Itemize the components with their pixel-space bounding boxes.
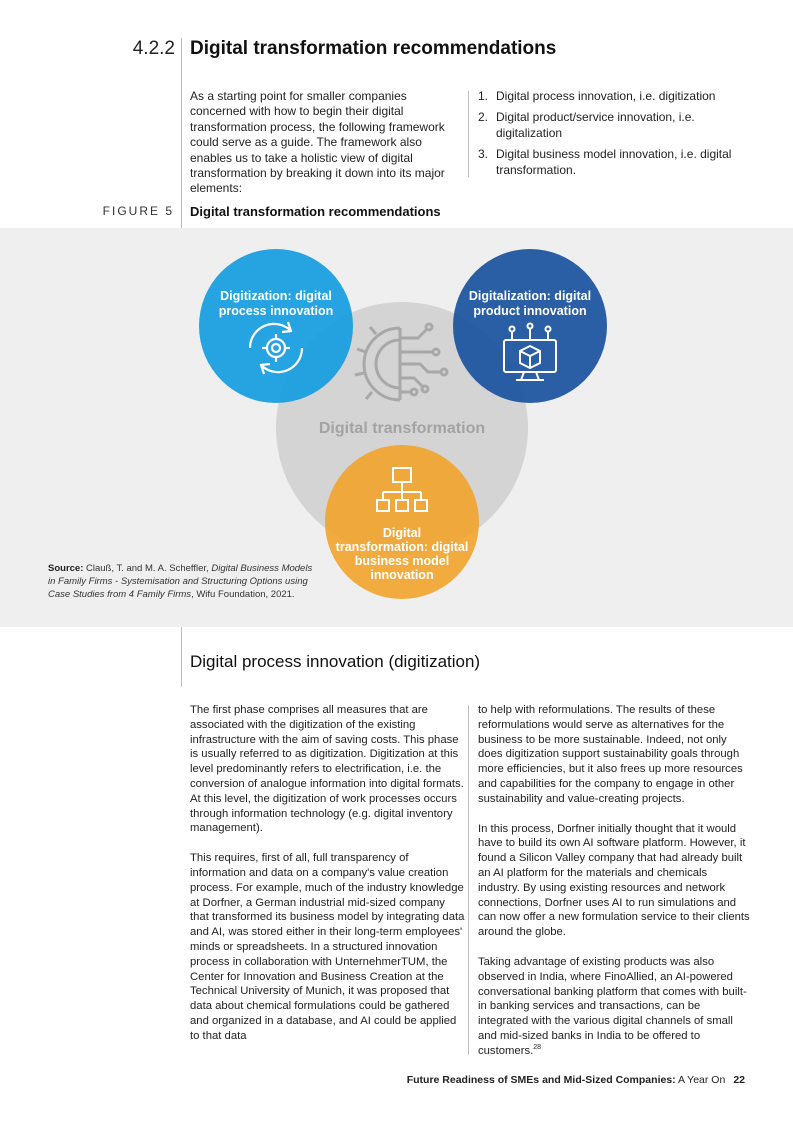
- section-divider: [181, 38, 182, 230]
- list-item: 2. Digital product/service innovation, i.e. digitalization: [478, 110, 695, 140]
- paragraph: This requires, first of all, full transparency of information and data on a company's value creation process. For example, much of the industry knowledge at Dorfner, a German industrial mid-sized company that transformed its business model by integrating data and AI, was stored either in their long-term employees' minds or spreadsheets. In a structured innovation process in collaboration with UnternehmerTUM, the Center for Innovation and Business Creation at the Technical University of Munich, it was proposed that data about chemical formulations could be gathered and organized in a database, and AI could be applied to that data: [190, 852, 465, 1042]
- subsection-title: Digital process innovation (digitization): [190, 652, 481, 671]
- center-label: Digital transformation: [318, 420, 486, 437]
- footnote-ref[interactable]: 28: [533, 1043, 542, 1051]
- figure-title: Digital transformation recommendations: [190, 204, 441, 219]
- page-footer: Future Readiness of SMEs and Mid-Sized Companies: A Year On 22: [406, 1074, 745, 1086]
- paragraph: to help with reformulations. The results of these reformulations would serve as alternatives for the business to be more sustainable. Indeed, not only does digitization support sustainability goals through more efficiencies, but it also frees up more resources and capabilities for the company to engage in other sustainability and value-creating projects.: [478, 704, 743, 805]
- list-item: 3. Digital business model innovation, i.e. digital transformation.: [478, 147, 732, 177]
- paragraph: In this process, Dorfner initially thought that it would have to build its own AI software platform. However, it found a Silicon Valley company that had already built an AI platform for the materials and chemicals industry. By using existing resources and network connections, Dorfner uses AI to run simulations and can now offer a new formulation service to their clients around the globe.: [478, 822, 750, 939]
- subsection-divider: [181, 627, 182, 687]
- paragraph: Taking advantage of existing products was also observed in India, where FinoAllied, an AI-powered conversational banking platform that comes with built-in banking services and transactions, can be integrated with the various digital channels of small and mid-sized banks in India to be offered to customers.$^{28}$: [478, 955, 747, 1057]
- intro-column-divider: [468, 91, 469, 177]
- business-label: Digital: [382, 526, 422, 540]
- paragraph: The first phase comprises all measures that are associated with the digitization of the existing infrastructure with the aim of saving costs. This phase is usually referred to as digitization. Digitization at this level predominantly refers to electrification, i.e. the conversion of analogue information into digital formats. At this level, the digitization of work processes occurs through information technology (e.g. digital inventory management).: [190, 704, 464, 835]
- business-label: transformation: digital: [335, 540, 469, 554]
- figure-label: FIGURE 5: [102, 204, 174, 218]
- process-label: Digitization: digital: [220, 289, 332, 303]
- figure-source: Source: Clauß, T. and M. A. Scheffler, Digital Business Models in Family Firms - Systemisation and Structuring Options using Case Studies from 4 Family Firms, Wifu Foundation, 2021.: [48, 563, 313, 600]
- body-column-divider: [468, 705, 469, 1055]
- process-label: process innovation: [218, 304, 334, 318]
- product-label: Digitalization: digital: [468, 289, 592, 303]
- product-label: product innovation: [473, 304, 587, 318]
- section-title: Digital transformation recommendations: [190, 38, 557, 59]
- process-circle: [199, 249, 353, 403]
- intro-list: [478, 89, 748, 184]
- body-column-left: [190, 703, 465, 1059]
- section-number: 4.2.2: [132, 38, 175, 59]
- business-label: business model: [354, 554, 450, 568]
- business-label: innovation: [370, 568, 434, 582]
- list-item: 1. Digital process innovation, i.e. digitization: [478, 89, 716, 103]
- body-column-right: [478, 703, 750, 1074]
- page-number: 22: [733, 1074, 745, 1086]
- intro-paragraph: As a starting point for smaller companies concerned with how to begin their digital transformation process, the following framework could serve as a guide. The framework also enables us to take a holistic view of digital transformation by breaking it down into its major elements:: [190, 89, 445, 196]
